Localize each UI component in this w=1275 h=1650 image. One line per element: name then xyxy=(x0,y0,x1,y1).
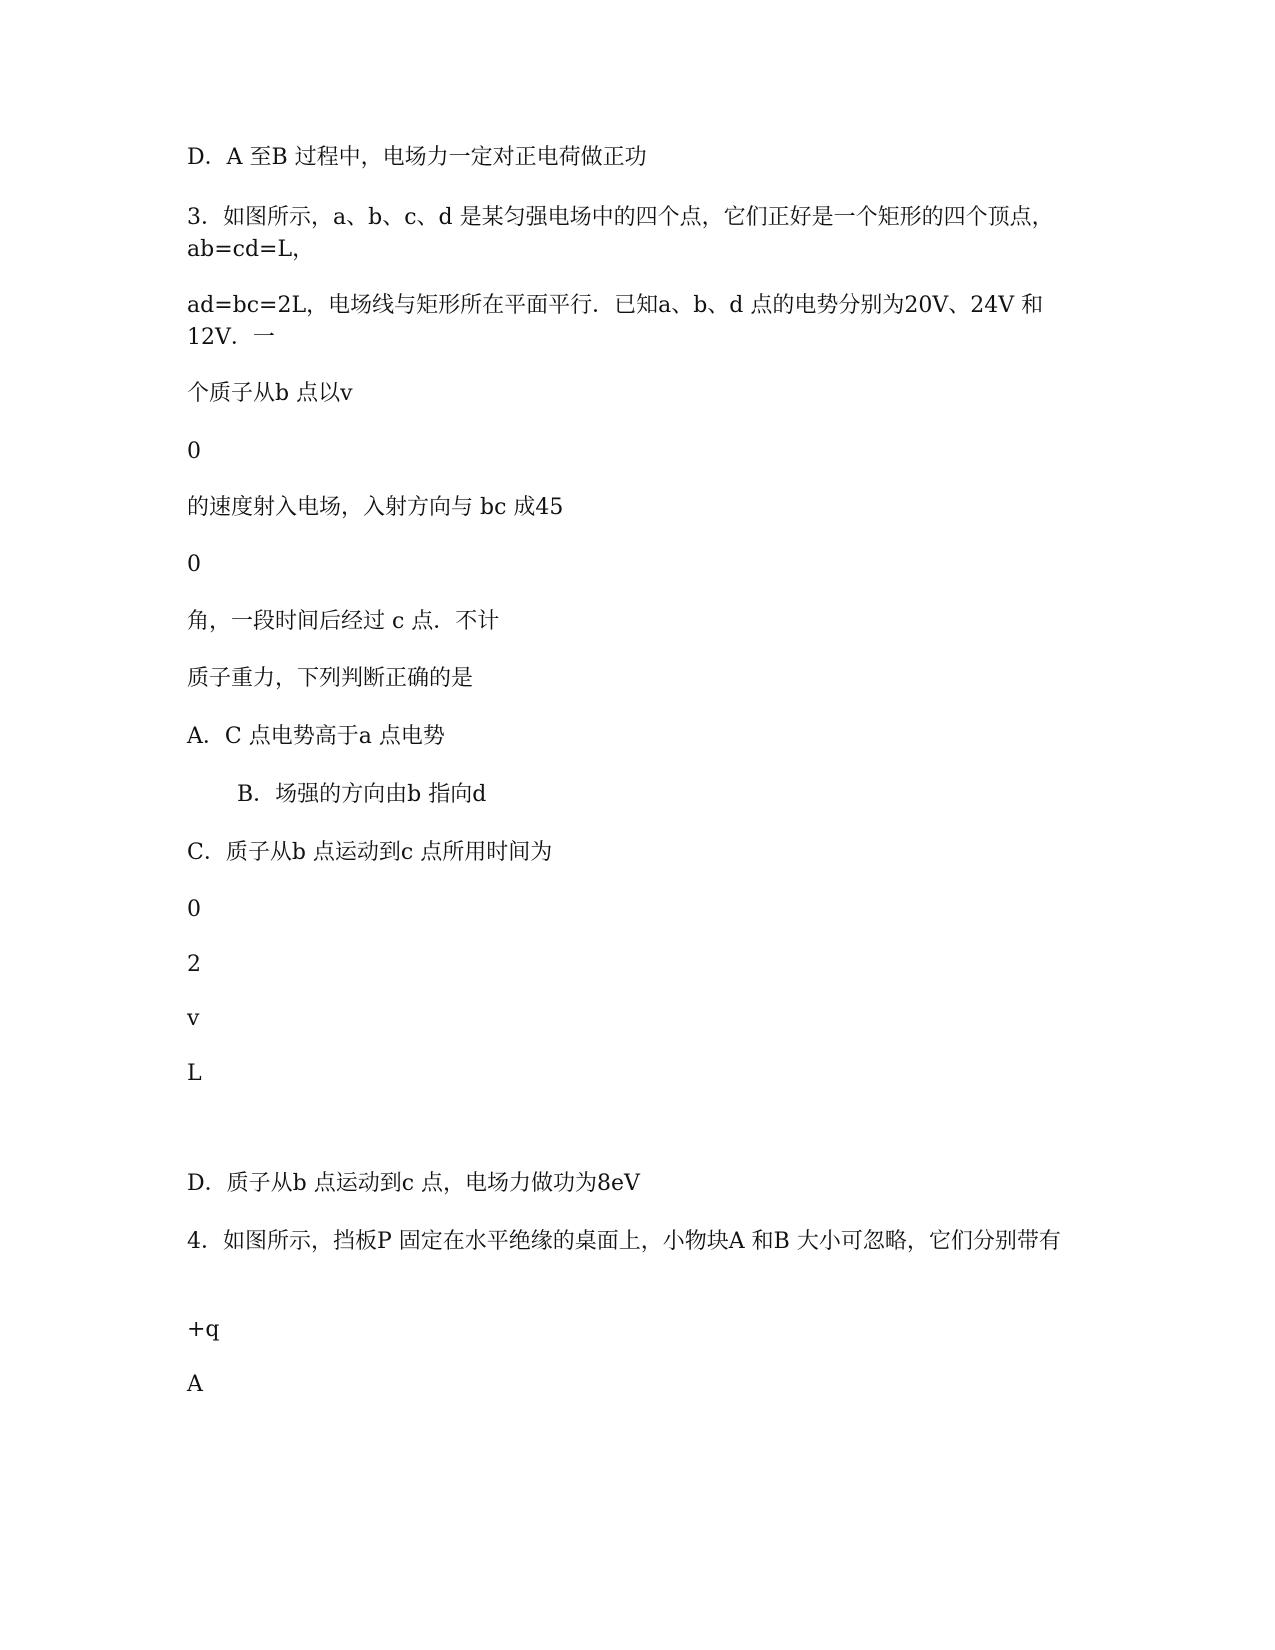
option-d-q2: D．A 至B 过程中，电场力一定对正电荷做正功 xyxy=(187,145,647,170)
formula-fragment-v: v xyxy=(187,1006,200,1031)
block-a-fragment: A xyxy=(187,1372,203,1397)
charge-fragment: +q xyxy=(187,1317,220,1342)
option-b-q3: B．场强的方向由b 指向d xyxy=(237,782,487,807)
formula-fragment-0: 0 xyxy=(187,897,201,922)
question-3-prompt: 质子重力，下列判断正确的是 xyxy=(187,666,474,691)
option-a-q3: A．C 点电势高于a 点电势 xyxy=(187,724,445,749)
question-3-stem: 3．如图所示，a、b、c、d 是某匀强电场中的四个点，它们正好是一个矩形的四个顶点，ab=cd=L， xyxy=(187,205,1054,262)
question-3-angle-text: 角，一段时间后经过 c 点．不计 xyxy=(187,609,500,634)
question-4-stem: 4．如图所示，挡板P 固定在水平绝缘的桌面上，小物块A 和B 大小可忽略，它们分别带有 xyxy=(187,1229,1061,1254)
option-c-q3: C．质子从b 点运动到c 点所用时间为 xyxy=(187,840,553,865)
formula-fragment-l: L xyxy=(187,1061,202,1086)
formula-fragment-2: 2 xyxy=(187,952,201,977)
question-3-velocity-text: 的速度射入电场，入射方向与 bc 成45 xyxy=(187,495,564,520)
subscript-zero: 0 xyxy=(187,439,201,464)
superscript-zero: 0 xyxy=(187,552,201,577)
option-d-q3: D．质子从b 点运动到c 点，电场力做功为8eV xyxy=(187,1171,640,1196)
question-3-proton-text: 个质子从b 点以v xyxy=(187,381,353,406)
question-3-conditions: ad=bc=2L，电场线与矩形所在平面平行．已知a、b、d 点的电势分别为20V、24V 和12V．一 xyxy=(187,293,1044,350)
